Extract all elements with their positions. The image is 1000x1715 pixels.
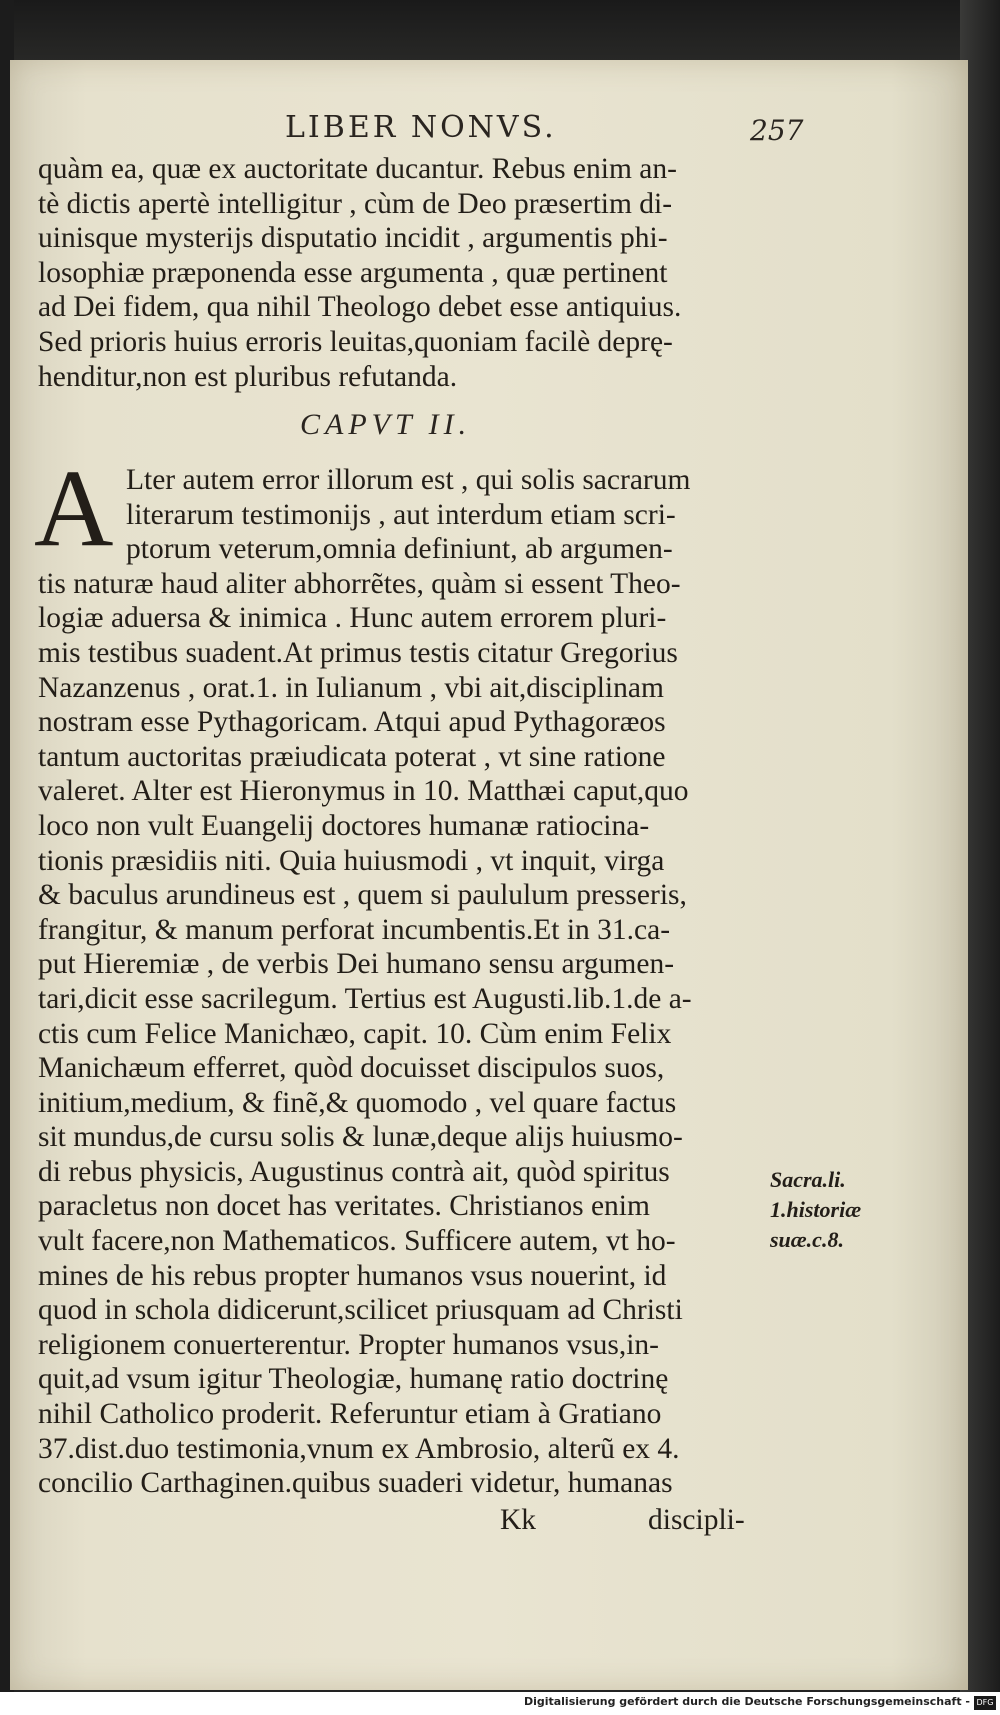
dfg-logo-icon: DFG <box>974 1696 996 1710</box>
text-line: quit,ad vsum igitur Theologiæ, humanę ratio doctrinę <box>38 1363 669 1396</box>
marginal-note-line: 1.historiæ <box>770 1197 862 1222</box>
text-line: concilio Carthaginen.quibus suaderi videtur, humanas <box>38 1467 673 1500</box>
text-line: loco non vult Euangelij doctores humanæ ratiocina- <box>38 809 650 842</box>
chapter-heading: CAPVT II. <box>300 408 472 441</box>
text-line: paracletus non docet has veritates. Christianos enim <box>38 1190 650 1223</box>
text-line: tari,dicit esse sacrilegum. Tertius est Augusti.lib.1.de a- <box>38 982 692 1015</box>
text-line: nihil Catholico proderit. Referuntur etiam à Gratiano <box>38 1398 662 1431</box>
digitization-footer <box>0 1692 1000 1715</box>
text-line: henditur,non est pluribus refutanda. <box>38 360 458 393</box>
text-line: ad Dei fidem, qua nihil Theologo debet esse antiquius. <box>38 291 682 324</box>
text-line: put Hieremiæ , de verbis Dei humano sensu argumen- <box>38 948 675 981</box>
signature-mark: Kk <box>500 1504 537 1536</box>
text-line: ptorum veterum,omnia definiunt, ab argumen- <box>126 533 673 566</box>
text-line: Lter autem error illorum est , qui solis sacrarum <box>126 464 691 496</box>
text-line: quàm ea, quæ ex auctoritate ducantur. Rebus enim an- <box>38 153 677 185</box>
text-line: quod in schola didicerunt,scilicet priusquam ad Christi <box>38 1294 683 1327</box>
running-head: LIBER NONVS. <box>285 110 557 145</box>
text-line: logiæ aduersa & inimica . Hunc autem errorem pluri- <box>38 602 667 635</box>
text-line: mines de his rebus propter humanos vsus nouerint, id <box>38 1259 667 1292</box>
text-line: initium,medium, & finẽ,& quomodo , vel quare factus <box>38 1086 677 1119</box>
text-line: frangitur, & manum perforat incumbentis.Et in 31.ca- <box>38 913 671 946</box>
text-line: & baculus arundineus est , quem si paululum presseris, <box>38 879 687 912</box>
footer-credit: Digitalisierung gefördert durch die Deutsche Forschungsgemeinschaft - <box>523 1695 970 1708</box>
text-line: religionem conuerterentur. Propter humanos vsus,in- <box>38 1328 659 1361</box>
text-line: tionis præsidiis niti. Quia huiusmodi , vt inquit, virga <box>38 844 665 877</box>
text-block-chapter <box>38 463 798 1501</box>
page-number: 257 <box>750 114 804 147</box>
text-line: Manichæum efferret, quòd docuisset discipulos suos, <box>38 1052 665 1085</box>
text-line: nostram esse Pythagoricam. Atqui apud Pythagoræos <box>38 706 666 739</box>
marginal-note-line: suæ.c.8. <box>770 1227 844 1252</box>
page-header <box>10 110 968 150</box>
text-line: tantum auctoritas præiudicata poterat , vt sine ratione <box>38 740 666 773</box>
text-line: 37.dist.duo testimonia,vnum ex Ambrosio, alterũ ex 4. <box>38 1432 680 1465</box>
text-block-top <box>38 152 798 394</box>
text-line: Nazanzenus , orat.1. in Iulianum , vbi ait,disciplinam <box>38 671 664 704</box>
text-line: ctis cum Felice Manichæo, capit. 10. Cùm enim Felix <box>38 1017 672 1050</box>
text-line: losophiæ præponenda esse argumenta , quæ pertinent <box>38 256 668 289</box>
catchword-row <box>38 1504 798 1540</box>
text-line: di rebus physicis, Augustinus contrà ait, quòd spiritus <box>38 1155 670 1188</box>
text-line: tè dictis apertè intelligitur , cùm de Deo præsertim di- <box>38 187 673 220</box>
text-line: literarum testimonijs , aut interdum etiam scri- <box>126 498 676 531</box>
text-line: tis naturæ haud aliter abhorrẽtes, quàm si essent Theo- <box>38 567 681 600</box>
drop-cap: A <box>34 447 114 569</box>
text-line: vult facere,non Mathematicos. Sufficere autem, vt ho- <box>38 1225 676 1258</box>
catchword: discipli- <box>648 1504 745 1536</box>
text-line: uinisque mysterijs disputatio incidit , argumentis phi- <box>38 222 668 255</box>
text-line: Sed prioris huius erroris leuitas,quoniam facilè deprę- <box>38 325 673 358</box>
text-line: valeret. Alter est Hieronymus in 10. Matthæi caput,quo <box>38 775 689 808</box>
text-line: sit mundus,de cursu solis & lunæ,deque alijs huiusmo- <box>38 1121 683 1154</box>
marginal-note <box>770 1165 880 1255</box>
marginal-note-line: Sacra.li. <box>770 1167 846 1192</box>
text-line: mis testibus suadent.At primus testis citatur Gregorius <box>38 636 678 669</box>
